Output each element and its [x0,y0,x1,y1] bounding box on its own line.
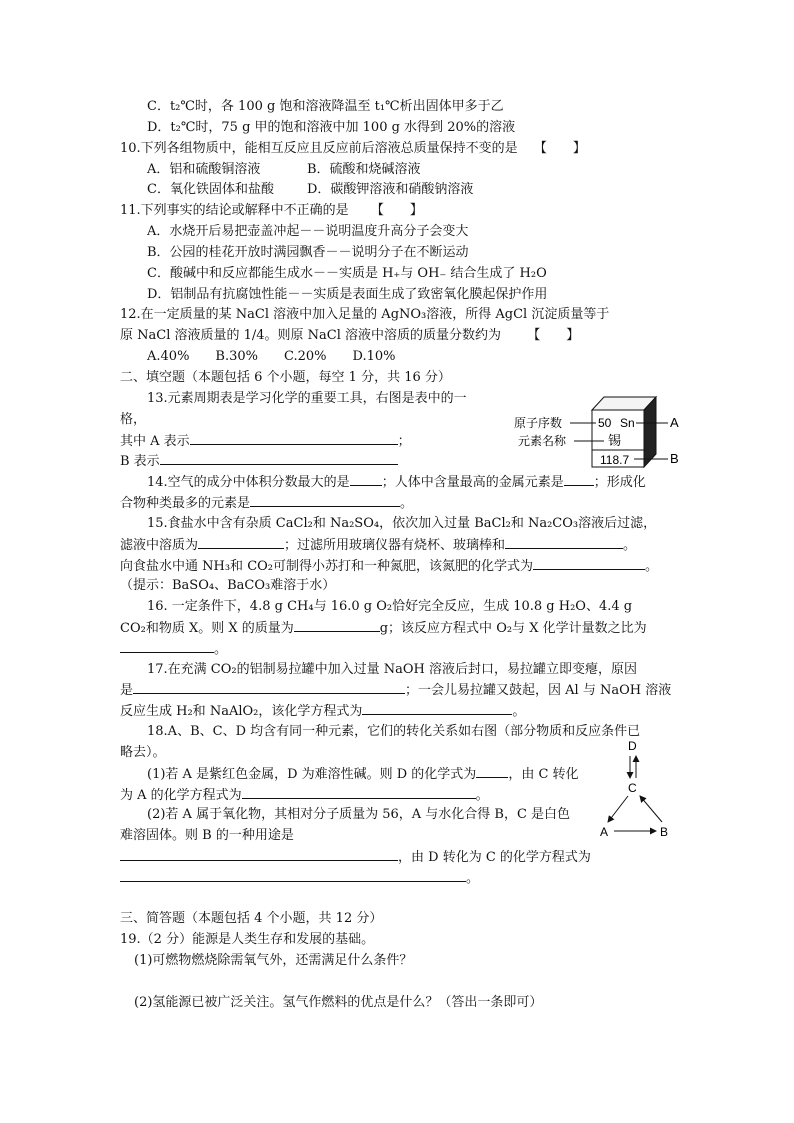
q11-option-d: D．铝制品有抗腐蚀性能－－实质是表面生成了致密氧化膜起保护作用 [147,287,548,302]
q11-answer-bracket: 【 】 [370,203,423,218]
section-3-heading: 三、简答题（本题包括 4 个小题，共 12 分） [120,911,383,926]
q13-line2: 格， [120,412,147,427]
q18-sub1-b: ，由 C 转化 [508,767,579,782]
q17-line3 [120,702,525,721]
q18-sub2-line2: 难溶固体。则 B 的一种用途是 [120,828,294,843]
node-c: C [628,781,637,795]
q18-sub2-c: ，由 D 转化为 C 的化学方程式为 [398,850,591,865]
q18-sub1-line2 [120,786,489,805]
q14-blank-1[interactable] [350,473,382,486]
q14-line1 [147,473,646,492]
q13-line1: 13.元素周期表是学习化学的重要工具，右图是表中的一 [147,391,467,406]
q15-line2 [120,536,636,555]
q15-line3-a: 向食盐水中通 NH₃和 CO₂可制得小苏打和一种氮肥，该氮肥的化学式为 [120,559,534,574]
q13-b-label: B 表示 [120,454,160,469]
q18-blank-1[interactable] [476,765,508,778]
q17-line1: 17.在充满 CO₂的铝制易拉罐中加入过量 NaOH 溶液后封口，易拉罐立即变瘪，原因 [147,662,638,677]
q16-line3-suffix: 。 [214,642,228,657]
q18-sub1-a: (1)若 A 是紫红色金属，D 为难溶性碱。则 D 的化学式为 [147,767,477,782]
q10-option-b: B．硫酸和烧碱溶液 [307,162,421,177]
q16-line3 [120,640,227,659]
q14-line2-text: 合物种类最多的元素是 [120,496,251,511]
q18-sub2-d: 。 [466,871,480,886]
q15-line3-b: 。 [645,559,659,574]
q15-blank-3[interactable] [533,557,645,570]
q17-line3-a: 反应生成 H₂和 NaAlO₂，该化学方程式为 [120,704,363,719]
node-d: D [628,739,637,753]
q14-line2 [120,494,413,513]
q18-blank-2[interactable] [242,786,476,799]
q13-b-answer-blank[interactable] [160,452,398,465]
q14-line2-suffix: 。 [400,496,414,511]
q19-sub2: (2)氢能源已被广泛关注。氢气作燃料的优点是什么？（答出一条即可） [134,995,543,1010]
q17-blank-1[interactable] [133,681,405,694]
q12-line1: 12.在一定质量的某 NaCl 溶液中加入足量的 AgNO₃溶液，所得 AgCl 沉淀质量等于 [120,307,610,322]
q14-part3: ；形成化 [593,475,646,490]
q12-answer-bracket: 【 】 [527,328,580,343]
arrow-c-to-a [608,796,628,822]
q16-line2 [120,619,647,638]
tag-a: A [670,415,679,430]
q15-hint: （提示：BaSO₄、BaCO₃难溶于水） [120,578,336,593]
q18-blank-3[interactable] [120,848,398,861]
q10-stem [120,140,586,158]
conversion-diagram [594,738,678,842]
element-name-value: 锡 [608,433,622,448]
q13-line4 [120,452,398,471]
q18-sub2-line4 [120,869,479,888]
q10-stem-text: 10.下列各组物质中，能相互反应且反应前后溶液总质量保持不变的是 [120,141,518,156]
label-atomic-number: 原子序数 [514,416,563,430]
q19-sub1: (1)可燃物燃烧除需氧气外，还需满足什么条件？ [134,953,413,968]
q11-stem [120,202,423,220]
q14-blank-3[interactable] [250,494,400,507]
q9-option-c: C．t₂℃时，各 100 g 饱和溶液降温至 t₁℃析出固体甲多于乙 [147,99,504,114]
q12-line2 [120,327,579,345]
q17-line2-b: ；一会儿易拉罐又鼓起，因 Al 与 NaOH 溶液 [405,683,672,698]
q14-part1: 14.空气的成分中体积分数最大的是 [147,475,350,490]
q14-part2: ；人体中含量最高的金属元素是 [381,475,564,490]
q11-option-a: A．水烧开后易把壶盖冲起－－说明温度升高分子会变大 [147,224,469,239]
q17-line2-a: 是 [120,683,134,698]
q17-line3-b: 。 [512,704,526,719]
q17-line2 [120,681,671,700]
q15-line1: 15.食盐水中含有杂质 CaCl₂和 Na₂SO₄，依次加入过量 BaCl₂和 Na₂CO₃溶液后过滤， [147,516,657,531]
section-2-heading: 二、填空题（本题包括 6 个小题，每空 1 分，共 16 分） [120,370,451,385]
q15-line2-b: ；过滤所用玻璃仪器有烧杯、玻璃棒和 [284,538,506,553]
q18-sub2-line1: (2)若 A 属于氧化物，其相对分子质量为 56，A 与水化合得 B，C 是白色 [147,807,571,822]
q18-blank-4[interactable] [120,869,466,882]
q10-answer-bracket: 【 】 [533,141,586,156]
element-card-figure [512,390,688,470]
q18-sub2-line3 [120,848,591,867]
q9-option-d: D．t₂℃时，75 g 甲的饱和溶液中加 100 g 水得到 20%的溶液 [147,120,516,135]
atomic-mass-value: 118.7 [600,453,630,467]
q16-blank-2[interactable] [120,640,214,653]
q15-blank-1[interactable] [198,536,284,549]
arrow-b-to-c [640,796,662,822]
atomic-number-value: 50 [598,416,612,430]
q13-line3 [120,432,411,451]
q13-a-label: 其中 A 表示 [120,434,190,449]
q10-option-c: C．氧化铁固体和盐酸 [147,182,274,197]
q13-a-answer-blank[interactable] [190,432,398,445]
q14-blank-2[interactable] [564,473,594,486]
q12-options: A.40% B.30% C.20% D.10% [147,349,396,364]
q18-sub1-d: 。 [475,788,489,803]
q16-line2-a: CO₂和物质 X。则 X 的质量为 [120,621,294,636]
q16-line2-b: g；该反应方程式中 O₂与 X 化学计量数之比为 [379,621,647,636]
tag-b: B [670,451,679,466]
node-b: B [660,825,669,839]
q11-option-c: C．酸碱中和反应都能生成水－－实质是 H₊与 OH₋ 结合生成了 H₂O [147,266,547,281]
q10-option-a: A．铝和硫酸铜溶液 [147,162,261,177]
q11-stem-text: 11.下列事实的结论或解释中不正确的是 [120,203,349,218]
card-side-face [644,397,656,467]
q18-sub1-c: 为 A 的化学方程式为 [120,788,242,803]
q18-line2: 略去）。 [120,745,166,760]
q15-line2-c: 。 [623,538,637,553]
q16-blank-1[interactable] [294,619,380,632]
q18-sub1-line1 [147,765,579,784]
node-a: A [600,825,609,839]
q15-line2-a: 滤液中溶质为 [120,538,199,553]
q13-a-suffix: ； [397,434,411,449]
q12-line2-text: 原 NaCl 溶液质量的 1/4。则原 NaCl 溶液中溶质的质量分数约为 [120,328,502,343]
q17-blank-2[interactable] [362,702,512,715]
q18-line1: 18.A、B、C、D 均含有同一种元素，它们的转化关系如右图（部分物质和反应条件已 [147,724,641,739]
q19-stem: 19.（2 分）能源是人类生存和发展的基础。 [120,932,375,947]
q11-option-b: B．公园的桂花开放时满园飘香－－说明分子在不断运动 [147,245,469,260]
element-symbol: Sn [620,416,635,430]
q15-line3 [120,557,658,576]
q10-option-d: D．碳酸钾溶液和硝酸钠溶液 [307,182,474,197]
label-element-name: 元素名称 [518,434,567,448]
q15-blank-2[interactable] [505,536,623,549]
q16-line1: 16. 一定条件下，4.8 g CH₄与 16.0 g O₂恰好完全反应，生成 10.8 g H₂O、4.4 g [147,599,633,614]
